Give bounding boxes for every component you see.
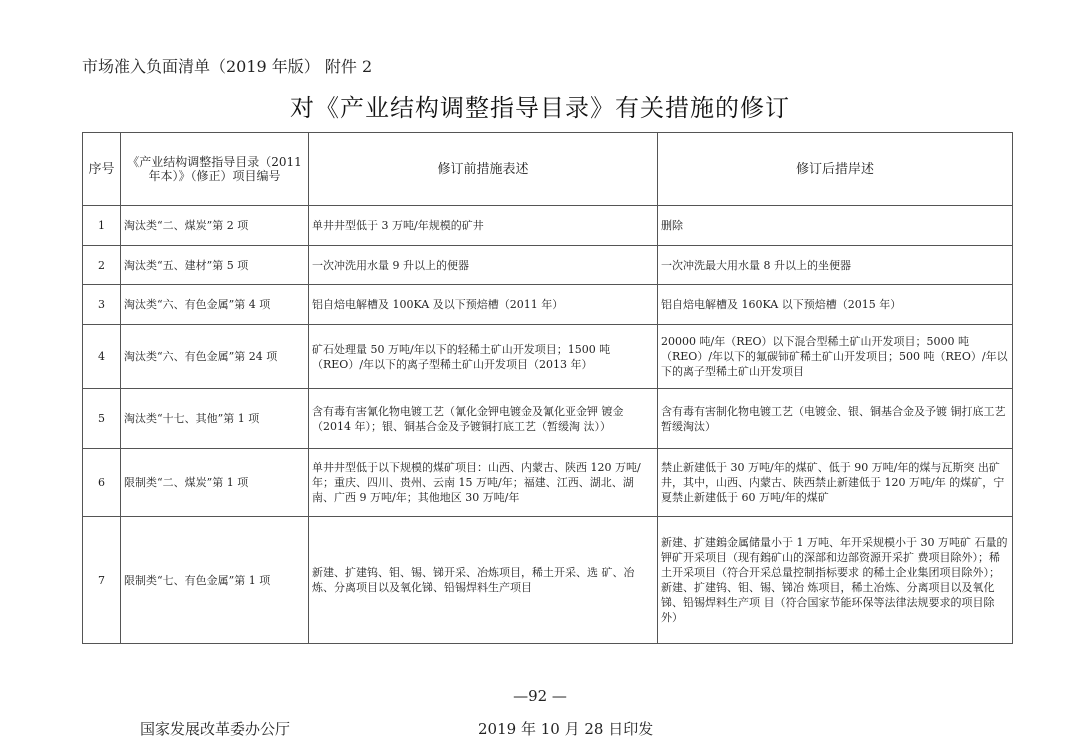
row-before: 含有毒有害氰化物电镀工艺（氰化金钾电镀金及氰化亚金钾 镀金（2014 年）；银、铜基合金及予镀铜打底工艺（暂缓淘 汰）） — [309, 389, 658, 449]
table-row — [83, 325, 1013, 389]
table-row — [83, 206, 1013, 246]
row-after: 20000 吨/年（REO）以下混合型稀土矿山开发项目；5000 吨（REO）/年以下的氟碳铈矿稀土矿山开发项目；500 吨（REO）/年以下的离子型稀土矿山开发项目 — [658, 325, 1013, 389]
table-header-row — [83, 133, 1013, 206]
header-before: 修订前措施表述 — [309, 133, 658, 206]
issue-date: 2019 年 10 月 28 日印发 — [478, 720, 654, 738]
table-row — [83, 389, 1013, 449]
row-after: 铝自焙电解槽及 160KA 以下预焙槽（2015 年） — [658, 285, 1013, 325]
row-index: 5 — [83, 389, 121, 449]
document-title: 对《产业结构调整指导目录》有关措施的修订 — [290, 94, 790, 122]
page-number: —92 — — [513, 687, 567, 705]
row-before: 新建、扩建钨、钼、锡、锑开采、冶炼项目，稀土开采、选 矿、冶炼、分离项目以及氧化锑、铅锡焊料生产项目 — [309, 517, 658, 644]
header-project-code: 《产业结构调整指导目录（2011 年本）》（修正）项目编号 — [121, 133, 309, 206]
row-project-code: 淘汰类“五、建材”第 5 项 — [121, 246, 309, 285]
row-index: 1 — [83, 206, 121, 246]
row-index: 2 — [83, 246, 121, 285]
table-row — [83, 517, 1013, 644]
row-project-code: 限制类“七、有色金属”第 1 项 — [121, 517, 309, 644]
row-index: 3 — [83, 285, 121, 325]
row-index: 4 — [83, 325, 121, 389]
row-project-code: 淘汰类“二、煤炭”第 2 项 — [121, 206, 309, 246]
row-project-code: 限制类“二、煤炭”第 1 项 — [121, 449, 309, 517]
header-after: 修订后措岸述 — [658, 133, 1013, 206]
issuing-organization: 国家发展改革委办公厅 — [140, 720, 291, 738]
document-header-line: 市场准入负面清单（2019 年版） 附件 2 — [82, 57, 373, 76]
row-before: 单井井型低于 3 万吨/年规模的矿井 — [309, 206, 658, 246]
table-row — [83, 449, 1013, 517]
table-row — [83, 285, 1013, 325]
row-after: 禁止新建低于 30 万吨/年的煤矿、低于 90 万吨/年的煤与瓦斯突 出矿井，其中，山西、内蒙古、陕西禁止新建低于 120 万吨/年 的煤矿，宁夏禁止新建低于 60 万吨/年的煤矿 — [658, 449, 1013, 517]
row-project-code: 淘汰类“六、有色金属”第 24 项 — [121, 325, 309, 389]
table-row — [83, 246, 1013, 285]
row-before: 一次冲洗用水量 9 升以上的便器 — [309, 246, 658, 285]
row-project-code: 淘汰类“十七、其他”第 1 项 — [121, 389, 309, 449]
row-after: 一次冲洗最大用水量 8 升以上的坐便器 — [658, 246, 1013, 285]
row-project-code: 淘汰类“六、有色金属”第 4 项 — [121, 285, 309, 325]
row-after: 新建、扩建鎢金属储量小于 1 万吨、年开采规模小于 30 万吨矿 石量的钾矿开采项目（现有鎢矿山的深部和边部资源开采扩 费项目除外）；稀土开采项目（符合开采总量控制指标要求 的稀土企业集团项目除外）；新建、扩建钨、钼、锡、锑冶 炼项目，稀土冶炼、分离项目以及氧化锑、铅锡焊料生产项 目（符合国家节能环保等法律法规要求的项目除外） — [658, 517, 1013, 644]
row-before: 矿石处理量 50 万吨/年以下的轻稀土矿山开发项目；1500 吨（REO）/年以下的离子型稀土矿山开发项目（2013 年） — [309, 325, 658, 389]
revision-table — [82, 132, 1013, 644]
row-index: 7 — [83, 517, 121, 644]
row-before: 铝自焙电解槽及 100KA 及以下预焙槽（2011 年） — [309, 285, 658, 325]
row-after: 删除 — [658, 206, 1013, 246]
row-before: 单井井型低于以下规模的煤矿项目：山西、内蒙古、陕西 120 万吨/年；重庆、四川、贵州、云南 15 万吨/年；福建、江西、湖北、湖南、广西 9 万吨/年；其他地区 30 万吨/年 — [309, 449, 658, 517]
row-after: 含有毒有害制化物电镀工艺（电镀金、银、铜基合金及予镀 铜打底工艺暂缓淘汰） — [658, 389, 1013, 449]
header-index: 序号 — [83, 133, 121, 206]
row-index: 6 — [83, 449, 121, 517]
